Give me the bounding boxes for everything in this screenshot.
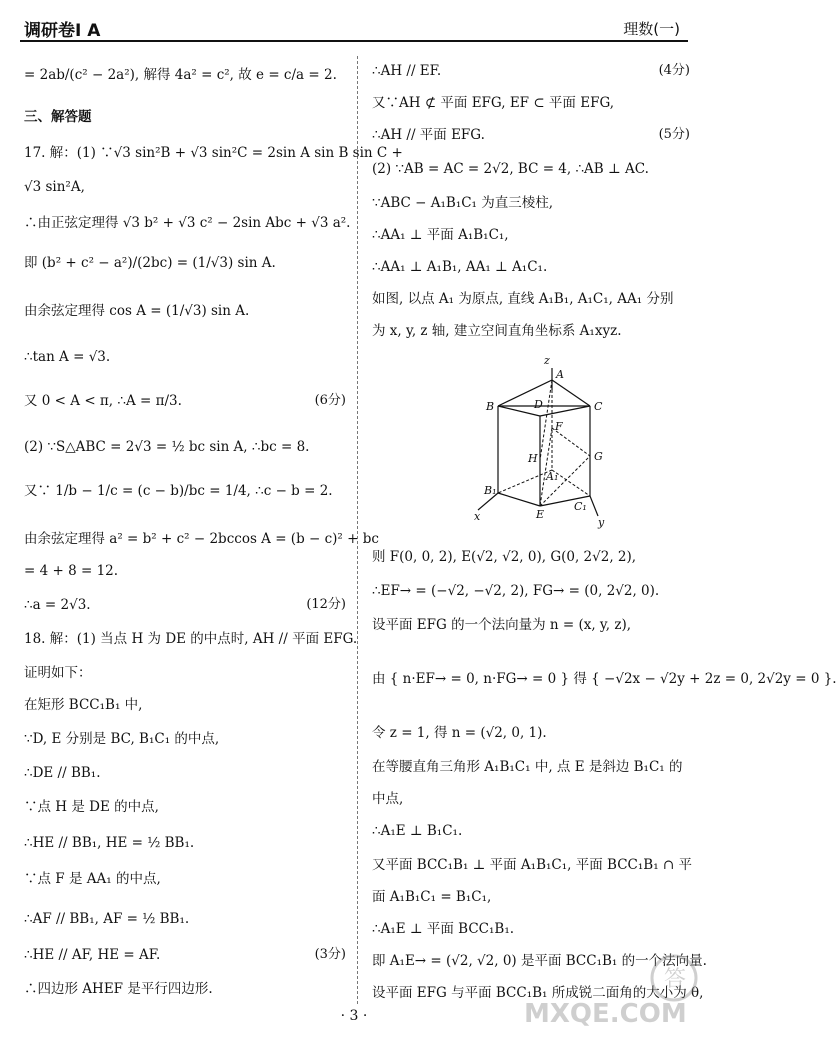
header-title: 调研卷Ⅰ A <box>24 21 101 41</box>
svg-text:答: 答 <box>664 967 687 992</box>
line-text: ∴AA₁ ⊥ A₁B₁, AA₁ ⊥ A₁C₁. <box>372 259 548 275</box>
line-text: 在等腰直角三角形 A₁B₁C₁ 中, 点 E 是斜边 B₁C₁ 的 <box>372 759 683 775</box>
left-line <box>24 834 346 852</box>
score-mark: (12分) <box>306 597 346 612</box>
right-line <box>372 258 690 276</box>
label-A: A <box>556 368 564 381</box>
label-A1: A₁ <box>546 470 559 483</box>
left-line <box>24 392 346 410</box>
line-text: = 2ab/(c² − 2a²), 解得 4a² = c², 故 e = c/a = 2. <box>24 67 337 83</box>
axis-y-label: y <box>598 516 605 529</box>
score-mark: (6分) <box>314 393 346 408</box>
left-line <box>24 66 346 84</box>
line-text: ∴EF→ = (−√2, −√2, 2), FG→ = (0, 2√2, 0). <box>372 583 660 599</box>
right-line <box>372 724 690 742</box>
left-line <box>24 696 346 714</box>
right-line <box>372 548 690 566</box>
label-H: H <box>528 452 538 465</box>
line-text: ∴由正弦定理得 √3 b² + √3 c² − 2sin Abc + √3 a². <box>24 215 351 231</box>
left-line <box>24 530 379 548</box>
right-line <box>372 888 690 906</box>
line-text: 证明如下： <box>24 665 92 681</box>
left-line <box>24 664 346 682</box>
label-G: G <box>594 450 603 463</box>
right-line <box>372 616 690 634</box>
right-line <box>372 62 690 80</box>
right-line <box>372 290 690 308</box>
header-rule <box>20 40 688 42</box>
line-text: ∵点 H 是 DE 的中点, <box>24 799 159 815</box>
left-line <box>24 596 346 614</box>
line-text: 17. 解：(1) ∵√3 sin²B + √3 sin²C = 2sin A sin B sin C + <box>24 145 403 161</box>
right-line <box>372 920 690 938</box>
right-line <box>372 126 690 144</box>
line-text: 又∵AH ⊄ 平面 EFG, EF ⊂ 平面 EFG, <box>372 95 615 111</box>
label-F: F <box>555 420 563 433</box>
line-text: 即 (b² + c² − a²)/(2bc) = (1/√3) sin A. <box>24 255 276 271</box>
line-text: ∴A₁E ⊥ 平面 BCC₁B₁. <box>372 921 515 937</box>
left-line <box>24 108 346 126</box>
watermark-logo <box>514 940 700 1032</box>
label-D: D <box>534 398 543 411</box>
line-text: 在矩形 BCC₁B₁ 中, <box>24 697 143 713</box>
line-text: ∴A₁E ⊥ B₁C₁. <box>372 823 463 839</box>
label-B: B <box>486 400 495 413</box>
page-number: · 3 · <box>340 1008 368 1024</box>
line-text: = 4 + 8 = 12. <box>24 563 119 579</box>
axis-z-label: z <box>544 354 550 367</box>
left-line <box>24 178 346 196</box>
line-text: ∴HE // AF, HE = AF. <box>24 947 161 963</box>
line-text: 由余弦定理得 cos A = (1/√3) sin A. <box>24 303 250 319</box>
left-line <box>24 302 346 320</box>
svg-text:MXQE.COM: MXQE.COM <box>524 999 687 1029</box>
line-text: 又 0 < A < π, ∴A = π/3. <box>24 393 182 409</box>
line-text: 为 x, y, z 轴, 建立空间直角坐标系 A₁xyz. <box>372 323 622 339</box>
line-text: ∵ABC − A₁B₁C₁ 为直三棱柱, <box>372 195 554 211</box>
line-text: ∴DE // BB₁. <box>24 765 101 781</box>
axis-x-label: x <box>474 510 481 523</box>
label-C: C <box>594 400 603 413</box>
left-line <box>24 764 346 782</box>
left-line <box>24 946 346 964</box>
label-C1: C₁ <box>574 500 587 513</box>
right-line <box>372 582 690 600</box>
column-divider <box>357 56 358 1004</box>
line-text: ∴AA₁ ⊥ 平面 A₁B₁C₁, <box>372 227 509 243</box>
right-line <box>372 670 837 688</box>
right-line <box>372 194 690 212</box>
left-line <box>24 562 346 580</box>
right-line <box>372 322 690 340</box>
left-line <box>24 910 346 928</box>
score-mark: (5分) <box>658 127 690 142</box>
line-text: 令 z = 1, 得 n = (√2, 0, 1). <box>372 725 547 741</box>
line-text: 又平面 BCC₁B₁ ⊥ 平面 A₁B₁C₁, 平面 BCC₁B₁ ∩ 平 <box>372 857 693 873</box>
line-text: 如图, 以点 A₁ 为原点, 直线 A₁B₁, A₁C₁, AA₁ 分别 <box>372 291 674 307</box>
left-line <box>24 214 351 232</box>
line-text: ∴HE // BB₁, HE = ½ BB₁. <box>24 835 195 851</box>
line-text: ∴AH // 平面 EFG. <box>372 127 485 143</box>
line-text: 由 { n·EF→ = 0, n·FG→ = 0 } 得 { −√2x − √2y + 2z = 0, 2√2y = 0 }. <box>372 671 837 687</box>
line-text: 三、解答题 <box>24 109 92 125</box>
header-subject: 理数(一) <box>623 20 680 38</box>
line-text: √3 sin²A, <box>24 179 85 195</box>
line-text: ∴AH // EF. <box>372 63 442 79</box>
line-text: 由余弦定理得 a² = b² + c² − 2bccos A = (b − c)² + bc <box>24 531 379 547</box>
left-line <box>24 348 346 366</box>
left-line <box>24 144 403 162</box>
line-text: 设平面 EFG 与平面 BCC₁B₁ 所成锐二面角的大小为 θ, <box>372 985 704 1001</box>
label-B1: B₁ <box>484 484 497 497</box>
right-line <box>372 94 690 112</box>
label-E: E <box>536 508 545 521</box>
right-line <box>372 822 690 840</box>
line-text: ∴tan A = √3. <box>24 349 111 365</box>
right-line <box>372 160 690 178</box>
line-text: 则 F(0, 0, 2), E(√2, √2, 0), G(0, 2√2, 2), <box>372 549 637 565</box>
left-line <box>24 730 346 748</box>
left-line <box>24 438 346 456</box>
line-text: ∵点 F 是 AA₁ 的中点, <box>24 871 161 887</box>
right-line <box>372 856 693 874</box>
line-text: ∵D, E 分别是 BC, B₁C₁ 的中点, <box>24 731 220 747</box>
left-line <box>24 798 346 816</box>
line-text: 面 A₁B₁C₁ = B₁C₁, <box>372 889 492 905</box>
line-text: ∴a = 2√3. <box>24 597 91 613</box>
right-line <box>372 758 690 776</box>
line-text: 即 A₁E→ = (√2, √2, 0) 是平面 BCC₁B₁ 的一个法向量. <box>372 953 707 969</box>
left-line <box>24 254 346 272</box>
line-text: ∴四边形 AHEF 是平行四边形. <box>24 981 213 997</box>
score-mark: (3分) <box>314 947 346 962</box>
line-text: 中点, <box>372 791 404 807</box>
line-text: 又∵ 1/b − 1/c = (c − b)/bc = 1/4, ∴c − b = 2. <box>24 483 333 499</box>
line-text: (2) ∵S△ABC = 2√3 = ½ bc sin A, ∴bc = 8. <box>24 439 310 455</box>
score-mark: (4分) <box>658 63 690 78</box>
right-line <box>372 226 690 244</box>
right-line <box>372 790 690 808</box>
line-text: 18. 解：(1) 当点 H 为 DE 的中点时, AH // 平面 EFG. <box>24 631 358 647</box>
line-text: 设平面 EFG 的一个法向量为 n = (x, y, z), <box>372 617 632 633</box>
left-line <box>24 980 346 998</box>
prism-figure <box>456 348 616 528</box>
line-text: (2) ∵AB = AC = 2√2, BC = 4, ∴AB ⊥ AC. <box>372 161 649 177</box>
left-line <box>24 482 346 500</box>
left-line <box>24 630 358 648</box>
line-text: ∴AF // BB₁, AF = ½ BB₁. <box>24 911 190 927</box>
left-line <box>24 870 346 888</box>
